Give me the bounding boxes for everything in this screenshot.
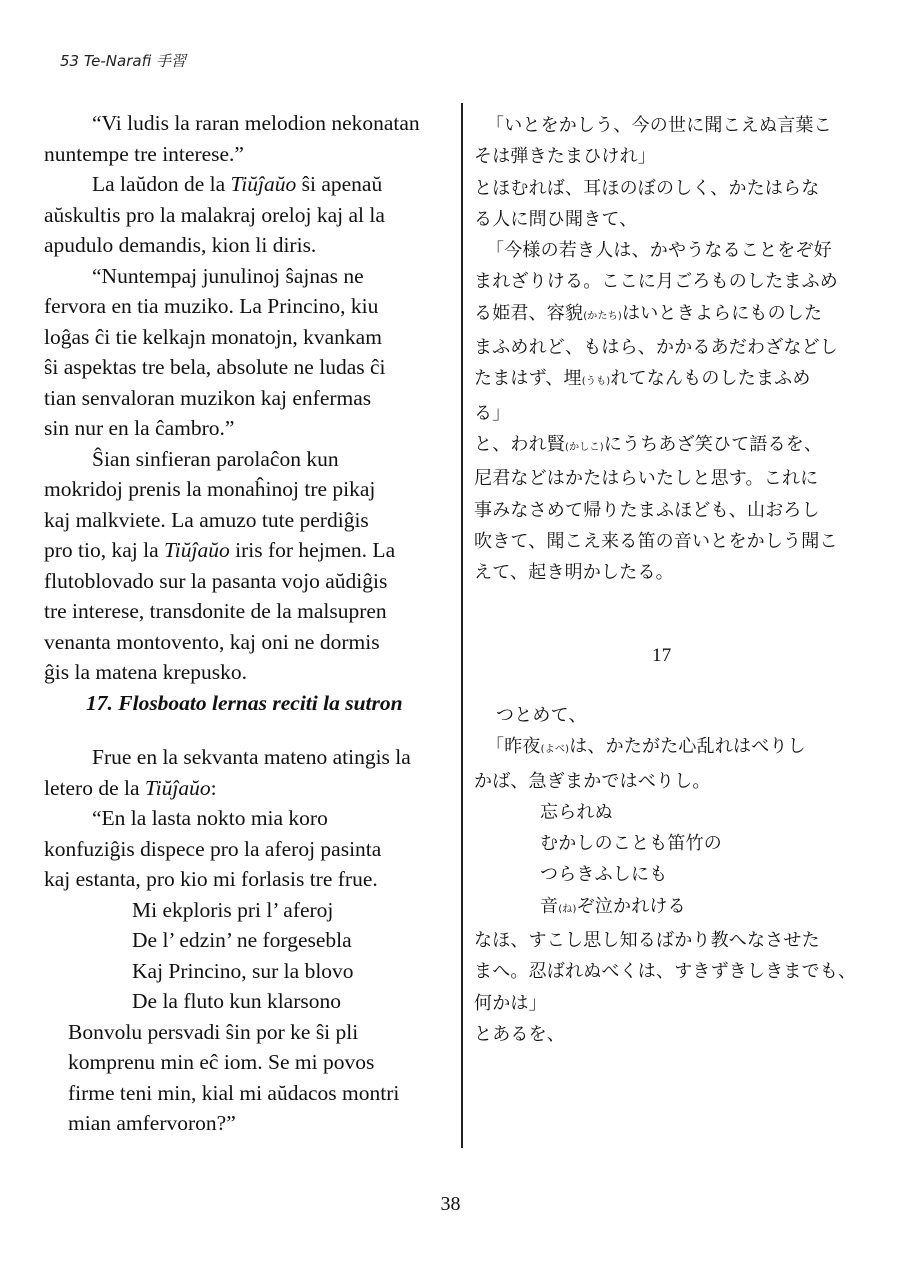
jp-line: とあるを、: [474, 1023, 565, 1045]
jp-line: 何かは」: [474, 992, 547, 1014]
jp-verse-line: むかしのことも笛竹の: [540, 833, 722, 855]
paragraph-2: La laŭdon de la Tiŭĵaŭo ŝi apenaŭ aŭskultis pro la malakraj oreloj kaj al la apudulo demandis, kion li diris.: [44, 172, 385, 257]
column-divider: [461, 103, 463, 1148]
furigana: (うも): [581, 376, 611, 388]
term-tiujauo: Tiŭĵaŭo: [144, 775, 211, 800]
jp-line: たまはず、埋(うも)れてなんものしたまふめ: [474, 368, 811, 390]
jp-line: かば、急ぎまかではべりし。: [474, 770, 711, 792]
jp-line: る人に問ひ聞きて、: [474, 208, 638, 230]
paragraph-7: Bonvolu persvadi ŝin por ke ŝi pli komprenu min eĉ iom. Se mi povos firme teni min, kial mi aŭdacos montri mian amfervoron?”: [68, 1019, 400, 1135]
text-line: “Vi ludis la raran melodion nekonatan: [92, 111, 420, 135]
section-number: 17: [652, 645, 672, 666]
jp-line: まへ。忍ばれぬべくは、すきずきしきまでも、: [474, 961, 857, 983]
paragraph-4: Ŝian sinfieran parolaĉon kun mokridoj prenis la monaĥinoj tre pikaj kaj malkviete. La amuzo tute perdiĝis pro tio, kaj la Tiŭĵaŭo iris for hejmen. La flutoblovado sur la pasanta vojo aŭdiĝis tre interese, transdonite de la malsupren venanta montovento, kaj oni ne dormis ĝis la matena krepusko.: [44, 446, 396, 684]
jp-line: 吹きて、聞こえ来る笛の音いとをかしう聞こ: [474, 530, 838, 552]
jp-line: なほ、すこし思し知るばかり教へなさせた: [474, 930, 820, 952]
jp-line: まふめれど、もはら、かかるあだわざなどし: [474, 337, 838, 359]
jp-line: 事みなさめて帰りたまふほども、山おろし: [474, 499, 820, 521]
paragraph-1: [44, 108, 454, 169]
jp-line: まれざりける。ここに月ごろものしたまふめ: [474, 271, 838, 293]
jp-verse-line: つらきふしにも: [540, 864, 668, 886]
text-line: apudulo demandis, kion li diris.: [44, 233, 317, 257]
page-number: 38: [440, 1193, 461, 1215]
paragraph-3: “Nuntempaj junulinoj ŝajnas ne fervora en tia muziko. La Princino, kiu loĝas ĉi tie kelkajn monatojn, kvankam ŝi aspektas tre bela, absolute ne ludas ĉi tian senvaloran muzikon kaj enfermas sin nur en la ĉambro.”: [44, 263, 386, 440]
jp-line: 「今様の若き人は、かやうなることをぞ好: [486, 240, 832, 262]
term-tiujauo: Tiŭĵaŭo: [230, 172, 297, 196]
jp-verse-line: 忘られぬ: [540, 801, 613, 823]
text-line: nuntempe tre interese.”: [44, 141, 244, 166]
right-column-japanese: [474, 110, 869, 1045]
furigana: (ね): [558, 903, 577, 915]
jp-line: そは弾きたまひけれ」: [474, 146, 656, 168]
jp-line: えて、起き明かしたる。: [474, 562, 674, 584]
furigana: (かしこ): [565, 441, 604, 453]
jp-line: 「いとをかしう、今の世に聞こえぬ言葉こ: [486, 115, 832, 136]
jp-line: と、われ賢(かしこ)にうちあざ笑ひて語るを、: [474, 433, 823, 455]
jp-verse-line: 音(ね)ぞ泣かれける: [540, 895, 686, 917]
paragraph-6: “En la lasta nokto mia koro konfuziĝis dispece pro la aferoj pasinta kaj estanta, pro kio mi forlasis tre frue.: [44, 806, 382, 891]
running-header: 53 Te-Narafi 手習: [60, 52, 187, 70]
left-column-esperanto: [44, 108, 454, 1135]
jp-line: とほむれば、耳ほのぼのしく、かたはらな: [474, 177, 820, 199]
section-heading: 17. Flosboato lernas reciti la sutron: [86, 691, 403, 715]
jp-line: つとめて、: [496, 705, 587, 726]
jp-line: る姫君、容貌(かたち)はいときよらにものした: [474, 302, 823, 324]
paragraph-5: Frue en la sekvanta mateno atingis la letero de la Tiŭĵaŭo:: [44, 745, 411, 800]
jp-line: 「昨夜(よべ)は、かたがた心乱れはべりし: [486, 736, 806, 758]
jp-line: る」: [474, 402, 511, 424]
poem-verse: Mi ekploris pri l’ aferoj De l’ edzin’ ne forgesebla Kaj Princino, sur la blovo De la fluto kun klarsono: [132, 897, 354, 1013]
term-tiujauo: Tiŭĵaŭo: [164, 538, 230, 562]
furigana: (かたち): [583, 310, 623, 322]
furigana: (よべ): [540, 744, 570, 756]
text-line: aŭskultis pro la malakraj oreloj kaj al la: [44, 202, 385, 227]
jp-line: 尼君などはかたはらいたしと思す。これに: [474, 468, 819, 490]
